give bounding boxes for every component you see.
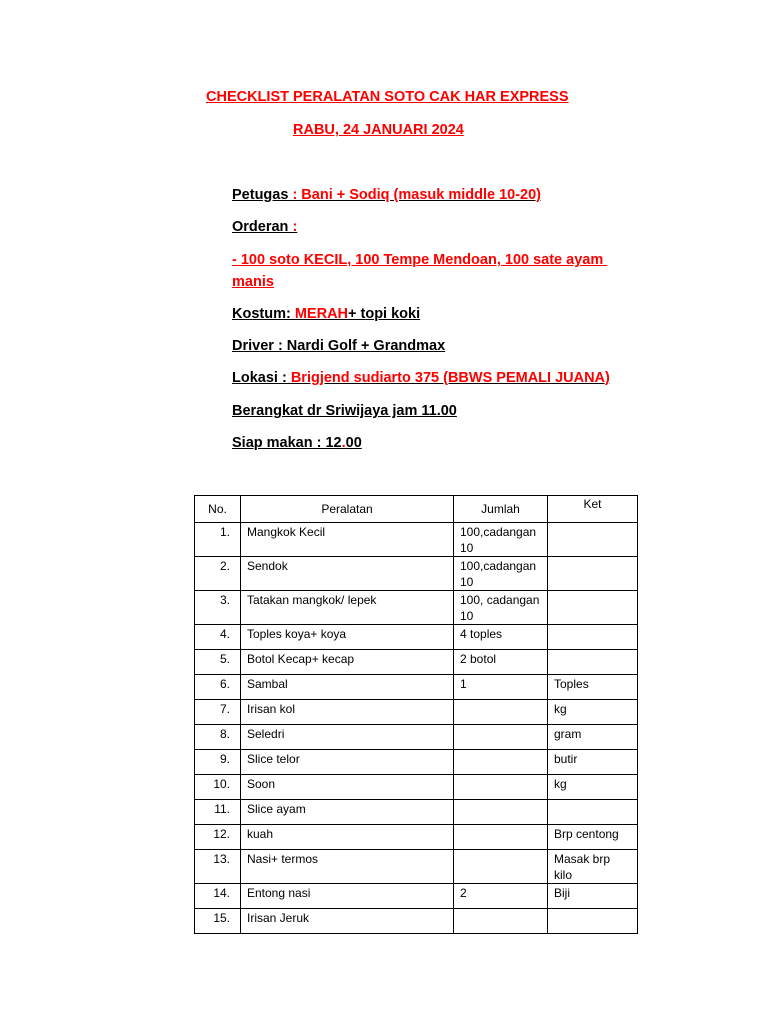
table-row bbox=[195, 884, 638, 909]
row-number: 11. bbox=[195, 800, 241, 825]
orderan-label: Orderan bbox=[232, 219, 293, 235]
table-row bbox=[195, 850, 638, 884]
header-ket: Ket bbox=[548, 496, 638, 523]
row-quantity: 100,cadangan 10 bbox=[454, 523, 548, 557]
row-item: Sendok bbox=[241, 557, 454, 591]
row-note: Masak brp kilo bbox=[548, 850, 638, 884]
row-item: Slice telor bbox=[241, 750, 454, 775]
row-item: Nasi+ termos bbox=[241, 850, 454, 884]
row-number: 14. bbox=[195, 884, 241, 909]
document-title: CHECKLIST PERALATAN SOTO CAK HAR EXPRESS bbox=[206, 89, 569, 105]
table-row bbox=[195, 725, 638, 750]
row-number: 9. bbox=[195, 750, 241, 775]
row-number: 10. bbox=[195, 775, 241, 800]
petugas-label: Petugas bbox=[232, 187, 293, 203]
row-note: Toples bbox=[548, 675, 638, 700]
row-number: 6. bbox=[195, 675, 241, 700]
row-quantity bbox=[454, 750, 548, 775]
row-item: Entong nasi bbox=[241, 884, 454, 909]
row-note bbox=[548, 523, 638, 557]
header-no: No. bbox=[195, 496, 241, 523]
equipment-table bbox=[194, 495, 638, 934]
row-item: Mangkok Kecil bbox=[241, 523, 454, 557]
row-note bbox=[548, 909, 638, 934]
row-note bbox=[548, 625, 638, 650]
table-header-row bbox=[195, 496, 638, 523]
table-row bbox=[195, 650, 638, 675]
driver-part1: Driver : Nardi Golf bbox=[232, 338, 361, 354]
kostum-label: Kostum: bbox=[232, 306, 295, 322]
petugas-line bbox=[232, 184, 541, 206]
table-row bbox=[195, 557, 638, 591]
row-item: kuah bbox=[241, 825, 454, 850]
header-jumlah: Jumlah bbox=[454, 496, 548, 523]
driver-line bbox=[232, 335, 445, 357]
kostum-color: MERAH bbox=[294, 306, 349, 322]
row-quantity: 1 bbox=[454, 675, 548, 700]
row-quantity bbox=[454, 909, 548, 934]
header-peralatan: Peralatan bbox=[241, 496, 454, 523]
orderan-colon: : bbox=[292, 219, 298, 235]
row-item: Slice ayam bbox=[241, 800, 454, 825]
lokasi-line bbox=[232, 367, 610, 389]
berangkat-line: Berangkat dr Sriwijaya jam 11.00 bbox=[232, 403, 457, 419]
row-number: 7. bbox=[195, 700, 241, 725]
row-quantity: 100, cadangan 10 bbox=[454, 591, 548, 625]
row-quantity bbox=[454, 775, 548, 800]
row-note: kg bbox=[548, 775, 638, 800]
table-row bbox=[195, 675, 638, 700]
row-number: 8. bbox=[195, 725, 241, 750]
row-note: kg bbox=[548, 700, 638, 725]
siap-part2: 00 bbox=[345, 435, 362, 451]
siap-makan-line bbox=[232, 432, 362, 454]
row-quantity: 100,cadangan 10 bbox=[454, 557, 548, 591]
row-item: Irisan Jeruk bbox=[241, 909, 454, 934]
orderan-line bbox=[232, 216, 297, 238]
row-quantity: 4 toples bbox=[454, 625, 548, 650]
table-body bbox=[195, 523, 638, 934]
orderan-detail bbox=[232, 249, 607, 293]
row-item: Botol Kecap+ kecap bbox=[241, 650, 454, 675]
table-row bbox=[195, 775, 638, 800]
row-number: 12. bbox=[195, 825, 241, 850]
row-number: 5. bbox=[195, 650, 241, 675]
row-quantity: 2 bbox=[454, 884, 548, 909]
row-note bbox=[548, 557, 638, 591]
row-quantity: 2 botol bbox=[454, 650, 548, 675]
row-note: Biji bbox=[548, 884, 638, 909]
row-item: Tatakan mangkok/ lepek bbox=[241, 591, 454, 625]
row-item: Toples koya+ koya bbox=[241, 625, 454, 650]
row-note: butir bbox=[548, 750, 638, 775]
row-note: Brp centong bbox=[548, 825, 638, 850]
table-row bbox=[195, 800, 638, 825]
petugas-value: : Bani + Sodiq (masuk middle 10-20) bbox=[292, 187, 542, 203]
row-item: Irisan kol bbox=[241, 700, 454, 725]
document-date: RABU, 24 JANUARI 2024 bbox=[293, 122, 464, 138]
lokasi-label: Lokasi : bbox=[232, 370, 291, 386]
row-item: Seledri bbox=[241, 725, 454, 750]
table-row bbox=[195, 750, 638, 775]
row-number: 13. bbox=[195, 850, 241, 884]
row-quantity bbox=[454, 725, 548, 750]
row-number: 3. bbox=[195, 591, 241, 625]
table-row bbox=[195, 625, 638, 650]
row-quantity bbox=[454, 825, 548, 850]
orderan-detail-line2: manis bbox=[232, 274, 274, 290]
row-note: gram bbox=[548, 725, 638, 750]
row-note bbox=[548, 650, 638, 675]
lokasi-value: Brigjend sudiarto 375 (BBWS PEMALI JUANA) bbox=[290, 370, 610, 386]
row-number: 4. bbox=[195, 625, 241, 650]
siap-part1: Siap makan : 12 bbox=[232, 435, 342, 451]
row-number: 2. bbox=[195, 557, 241, 591]
row-note bbox=[548, 800, 638, 825]
row-item: Soon bbox=[241, 775, 454, 800]
row-quantity bbox=[454, 850, 548, 884]
row-item: Sambal bbox=[241, 675, 454, 700]
table-row bbox=[195, 909, 638, 934]
table-row bbox=[195, 591, 638, 625]
siap-dot: . bbox=[341, 435, 346, 451]
table-row bbox=[195, 825, 638, 850]
table-row bbox=[195, 523, 638, 557]
row-number: 15. bbox=[195, 909, 241, 934]
row-number: 1. bbox=[195, 523, 241, 557]
row-quantity bbox=[454, 700, 548, 725]
driver-part2: + Grandmax bbox=[360, 338, 446, 354]
kostum-rest: + topi koki bbox=[348, 306, 421, 322]
row-note bbox=[548, 591, 638, 625]
orderan-detail-line1: - 100 soto KECIL, 100 Tempe Mendoan, 100 sate ayam bbox=[232, 252, 608, 268]
kostum-line bbox=[232, 303, 420, 325]
row-quantity bbox=[454, 800, 548, 825]
table-row bbox=[195, 700, 638, 725]
